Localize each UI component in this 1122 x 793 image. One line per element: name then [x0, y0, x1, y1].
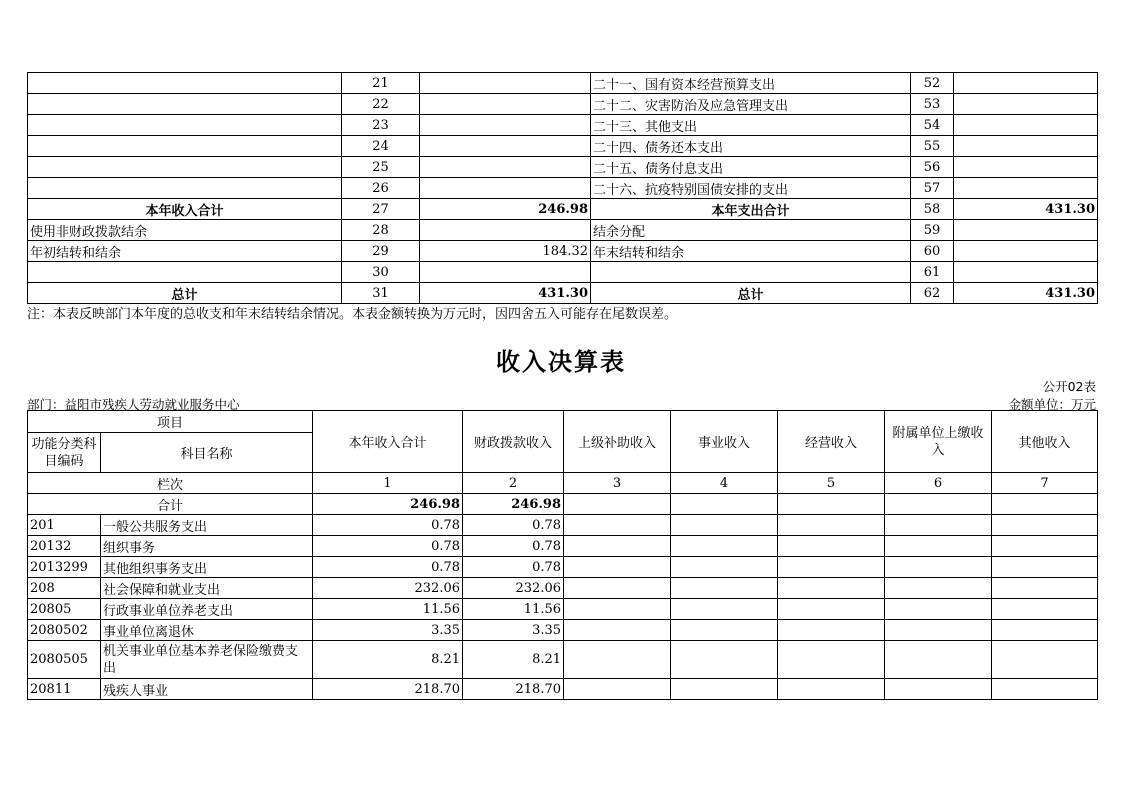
empty-cell	[778, 557, 885, 578]
header-name: 科目名称	[101, 433, 313, 473]
income-row	[28, 578, 1098, 599]
header-col-7: 其他收入	[992, 411, 1098, 473]
subject-code: 2013299	[28, 557, 101, 578]
income-row	[28, 515, 1098, 536]
header-col-6: 附属单位上缴收入	[885, 411, 992, 473]
fiscal-income-value: 232.06	[463, 578, 564, 599]
left-item: 总计	[28, 283, 342, 304]
empty-cell	[778, 620, 885, 641]
right-line-no: 58	[911, 199, 954, 220]
right-value	[954, 241, 1098, 262]
right-item: 二十五、债务付息支出	[591, 157, 911, 178]
right-value: 431.30	[954, 283, 1098, 304]
subject-code: 20811	[28, 679, 101, 700]
empty-cell	[992, 515, 1098, 536]
empty-cell	[885, 557, 992, 578]
summary-row	[28, 115, 1098, 136]
summary-row	[28, 136, 1098, 157]
header-col-3: 上级补助收入	[564, 411, 671, 473]
empty-cell	[671, 641, 778, 679]
total-label: 合计	[28, 494, 313, 515]
right-value	[954, 262, 1098, 283]
empty-cell	[564, 578, 671, 599]
empty-cell	[671, 620, 778, 641]
empty-cell	[992, 494, 1098, 515]
right-value	[954, 157, 1098, 178]
total-income: 246.98	[313, 494, 463, 515]
income-row	[28, 620, 1098, 641]
income-table	[27, 410, 1098, 700]
subject-name: 行政事业单位养老支出	[101, 599, 313, 620]
left-line-no: 30	[342, 262, 420, 283]
empty-cell	[885, 641, 992, 679]
income-total-value: 11.56	[313, 599, 463, 620]
left-line-no: 21	[342, 73, 420, 94]
summary-table	[27, 72, 1098, 304]
income-total-value: 8.21	[313, 641, 463, 679]
header-col-5: 经营收入	[778, 411, 885, 473]
left-line-no: 25	[342, 157, 420, 178]
subject-code: 2080505	[28, 641, 101, 679]
empty-cell	[778, 679, 885, 700]
fiscal-income-value: 0.78	[463, 536, 564, 557]
empty-cell	[564, 599, 671, 620]
empty-cell	[671, 515, 778, 536]
right-value	[954, 94, 1098, 115]
fiscal-income-value: 8.21	[463, 641, 564, 679]
left-line-no: 23	[342, 115, 420, 136]
empty-cell	[992, 536, 1098, 557]
left-line-no: 29	[342, 241, 420, 262]
subject-name: 社会保障和就业支出	[101, 578, 313, 599]
summary-row	[28, 73, 1098, 94]
income-row	[28, 536, 1098, 557]
right-value	[954, 178, 1098, 199]
fiscal-income-value: 0.78	[463, 515, 564, 536]
empty-cell	[992, 599, 1098, 620]
left-value: 246.98	[420, 199, 591, 220]
fiscal-income-value: 0.78	[463, 557, 564, 578]
empty-cell	[564, 536, 671, 557]
empty-cell	[778, 515, 885, 536]
summary-row	[28, 157, 1098, 178]
right-line-no: 62	[911, 283, 954, 304]
fiscal-income-value: 3.35	[463, 620, 564, 641]
left-item	[28, 136, 342, 157]
subject-name: 一般公共服务支出	[101, 515, 313, 536]
right-value	[954, 73, 1098, 94]
left-value	[420, 178, 591, 199]
right-item: 结余分配	[591, 220, 911, 241]
empty-cell	[778, 494, 885, 515]
empty-cell	[778, 536, 885, 557]
header-item: 项目	[28, 411, 313, 433]
page-title: 收入决算表	[496, 348, 626, 376]
right-line-no: 59	[911, 220, 954, 241]
left-line-no: 27	[342, 199, 420, 220]
header-col-2: 财政拨款收入	[463, 411, 564, 473]
empty-cell	[671, 578, 778, 599]
right-line-no: 54	[911, 115, 954, 136]
left-value	[420, 136, 591, 157]
right-item	[591, 262, 911, 283]
fiscal-income-value: 218.70	[463, 679, 564, 700]
empty-cell	[671, 599, 778, 620]
left-value	[420, 73, 591, 94]
col-num-4: 4	[671, 473, 778, 494]
left-value: 431.30	[420, 283, 591, 304]
subject-code: 20132	[28, 536, 101, 557]
left-value	[420, 115, 591, 136]
subject-code: 208	[28, 578, 101, 599]
income-total-value: 232.06	[313, 578, 463, 599]
empty-cell	[885, 494, 992, 515]
empty-cell	[564, 679, 671, 700]
empty-cell	[671, 679, 778, 700]
col-num-7: 7	[992, 473, 1098, 494]
empty-cell	[778, 599, 885, 620]
right-value: 431.30	[954, 199, 1098, 220]
empty-cell	[671, 557, 778, 578]
subject-name: 其他组织事务支出	[101, 557, 313, 578]
form-number: 公开02表	[1042, 379, 1096, 394]
subject-name: 组织事务	[101, 536, 313, 557]
left-item	[28, 178, 342, 199]
subject-name: 机关事业单位基本养老保险缴费支出	[101, 641, 313, 679]
left-value	[420, 220, 591, 241]
empty-cell	[885, 536, 992, 557]
summary-row	[28, 283, 1098, 304]
right-value	[954, 220, 1098, 241]
left-item	[28, 73, 342, 94]
empty-cell	[564, 494, 671, 515]
left-item: 年初结转和结余	[28, 241, 342, 262]
col-num-6: 6	[885, 473, 992, 494]
left-item	[28, 115, 342, 136]
empty-cell	[885, 599, 992, 620]
left-line-no: 28	[342, 220, 420, 241]
left-line-no: 26	[342, 178, 420, 199]
subject-code: 20805	[28, 599, 101, 620]
income-total-value: 0.78	[313, 536, 463, 557]
income-row	[28, 641, 1098, 679]
left-value	[420, 94, 591, 115]
left-item	[28, 94, 342, 115]
right-item: 二十四、债务还本支出	[591, 136, 911, 157]
left-item	[28, 157, 342, 178]
empty-cell	[885, 679, 992, 700]
summary-row	[28, 178, 1098, 199]
col-num-1: 1	[313, 473, 463, 494]
income-row	[28, 557, 1098, 578]
left-value: 184.32	[420, 241, 591, 262]
left-value	[420, 157, 591, 178]
table-note: 注：本表反映部门本年度的总收支和年末结转结余情况。本表金额转换为万元时，因四舍五入可能存在尾数误差。	[27, 307, 678, 322]
amount-unit: 金额单位：万元	[1008, 397, 1096, 412]
department-label: 部门：益阳市残疾人劳动就业服务中心	[27, 397, 240, 412]
right-item: 二十六、抗疫特别国债安排的支出	[591, 178, 911, 199]
right-value	[954, 115, 1098, 136]
empty-cell	[885, 515, 992, 536]
summary-row	[28, 262, 1098, 283]
empty-cell	[564, 557, 671, 578]
right-item: 二十一、国有资本经营预算支出	[591, 73, 911, 94]
subject-name: 残疾人事业	[101, 679, 313, 700]
subject-code: 201	[28, 515, 101, 536]
right-line-no: 56	[911, 157, 954, 178]
income-total-value: 218.70	[313, 679, 463, 700]
summary-row	[28, 199, 1098, 220]
right-item: 本年支出合计	[591, 199, 911, 220]
summary-row	[28, 241, 1098, 262]
left-line-no: 31	[342, 283, 420, 304]
right-value	[954, 136, 1098, 157]
income-row	[28, 599, 1098, 620]
subject-code: 2080502	[28, 620, 101, 641]
empty-cell	[992, 620, 1098, 641]
left-item	[28, 262, 342, 283]
right-line-no: 52	[911, 73, 954, 94]
left-item: 使用非财政拨款结余	[28, 220, 342, 241]
subject-name: 事业单位离退休	[101, 620, 313, 641]
right-item: 年末结转和结余	[591, 241, 911, 262]
empty-cell	[671, 494, 778, 515]
header-lanci: 栏次	[28, 473, 313, 494]
income-row	[28, 679, 1098, 700]
empty-cell	[885, 578, 992, 599]
header-code: 功能分类科目编码	[28, 433, 101, 473]
fiscal-income-value: 11.56	[463, 599, 564, 620]
col-num-2: 2	[463, 473, 564, 494]
empty-cell	[671, 536, 778, 557]
empty-cell	[778, 641, 885, 679]
right-line-no: 53	[911, 94, 954, 115]
total-fiscal: 246.98	[463, 494, 564, 515]
empty-cell	[778, 578, 885, 599]
summary-row	[28, 94, 1098, 115]
left-line-no: 24	[342, 136, 420, 157]
empty-cell	[992, 679, 1098, 700]
empty-cell	[885, 620, 992, 641]
right-item: 总计	[591, 283, 911, 304]
empty-cell	[992, 641, 1098, 679]
empty-cell	[992, 557, 1098, 578]
income-total-value: 0.78	[313, 557, 463, 578]
left-item: 本年收入合计	[28, 199, 342, 220]
left-line-no: 22	[342, 94, 420, 115]
header-col-4: 事业收入	[671, 411, 778, 473]
empty-cell	[564, 515, 671, 536]
empty-cell	[992, 578, 1098, 599]
right-line-no: 61	[911, 262, 954, 283]
summary-row	[28, 220, 1098, 241]
income-total-value: 0.78	[313, 515, 463, 536]
right-item: 二十二、灾害防治及应急管理支出	[591, 94, 911, 115]
col-num-3: 3	[564, 473, 671, 494]
right-line-no: 55	[911, 136, 954, 157]
right-item: 二十三、其他支出	[591, 115, 911, 136]
header-col-1: 本年收入合计	[313, 411, 463, 473]
col-num-5: 5	[778, 473, 885, 494]
right-line-no: 57	[911, 178, 954, 199]
empty-cell	[564, 641, 671, 679]
right-line-no: 60	[911, 241, 954, 262]
income-total-value: 3.35	[313, 620, 463, 641]
left-value	[420, 262, 591, 283]
empty-cell	[564, 620, 671, 641]
